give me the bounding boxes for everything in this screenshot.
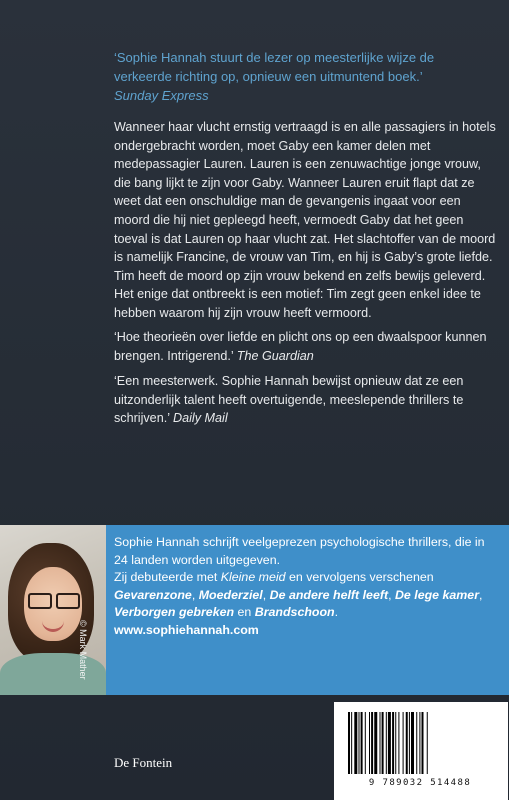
daily-mail-quote [114,372,494,428]
author-bio: Sophie Hannah schrijft veelgeprezen psychologische thrillers, die in 24 landen worden uitgegeven. Zij debuteerde met Kleine meid en vervolgens verschenen Gevarenzone, Moederziel, De andere helft leeft, De lege kamer, Verborgen gebreken en Brandschoon. www.sophiehannah.com [114,535,485,637]
guardian-quote-text: ‘Hoe theorieën over liefde en plicht ons op een dwaalspoor kunnen brengen. Intrigerend.’ [114,330,487,363]
bio-line-1: Sophie Hannah schrijft veelgeprezen psychologische thrillers, die in 24 landen worden uitgegeven. [114,535,485,567]
daily-mail-quote-text: ‘Een meesterwerk. Sophie Hannah bewijst opnieuw dat ze een uitzonderlijk talent heeft overtuigende, meeslepende thrillers te schrijven.’ [114,374,464,426]
top-quote-source: Sunday Express [114,88,209,103]
publisher-name: De Fontein [114,755,173,770]
author-photo [0,525,106,695]
top-quote [114,48,484,105]
bio-debut-prefix: Zij debuteerde met [114,570,218,585]
barcode-digits: 9 789032 514488 [368,778,472,788]
bio-and: en [237,605,252,620]
guardian-quote-source: The Guardian [236,348,314,363]
guardian-quote [114,328,494,365]
synopsis: Wanneer haar vlucht ernstig vertraagd is en alle passagiers in hotels ondergebracht worden, moet Gaby een kamer delen met medepassagier Lauren. Lauren is een zenuwachtige jonge vrouw, die bang lijkt te zijn voor Gaby. Wanneer Lauren eruit flapt dat ze weet dat een onschuldige man de gevangenis ingaat voor een moord die hij niet gepleegd heeft, vermoedt Gaby dat het geen toeval is dat Lauren op haar vlucht zat. Het slachtoffer van de moord is namelijk Francine, de vrouw van Tim, en hij is Gaby’s grote liefde. Tim heeft de moord op zijn vrouw bekend en zelfs bewijs geleverd. Het enige dat ontbreekt is een motief: Tim zegt geen enkel idee te hebben waarom hij zijn vrouw heeft vermoord. [114,120,496,320]
daily-mail-quote-source: Daily Mail [173,411,228,426]
barcode-panel [334,702,508,800]
photo-credit: © Mark Mather [78,620,88,680]
barcode-image [346,712,496,774]
bio-debut-title: Kleine meid [220,570,286,585]
author-website[interactable]: www.sophiehannah.com [114,622,259,637]
bio-title-3: De andere helft leeft [269,587,389,602]
author-photo-shoulders [0,653,106,695]
bio-title-1: Gevarenzone [114,587,192,602]
bio-title-6: Brandschoon [254,605,335,620]
bio-title-2: Moederziel [198,587,263,602]
bio-debut-suffix: en vervolgens verschenen [288,570,434,585]
author-photo-glasses [28,593,80,607]
top-quote-text: ‘Sophie Hannah stuurt de lezer op meesterlijke wijze de verkeerde richting op, opnieuw een uitmuntend boek.’ [114,50,435,84]
bio-title-5: Verborgen gebreken [114,605,235,620]
bio-title-4: De lege kamer [394,587,480,602]
